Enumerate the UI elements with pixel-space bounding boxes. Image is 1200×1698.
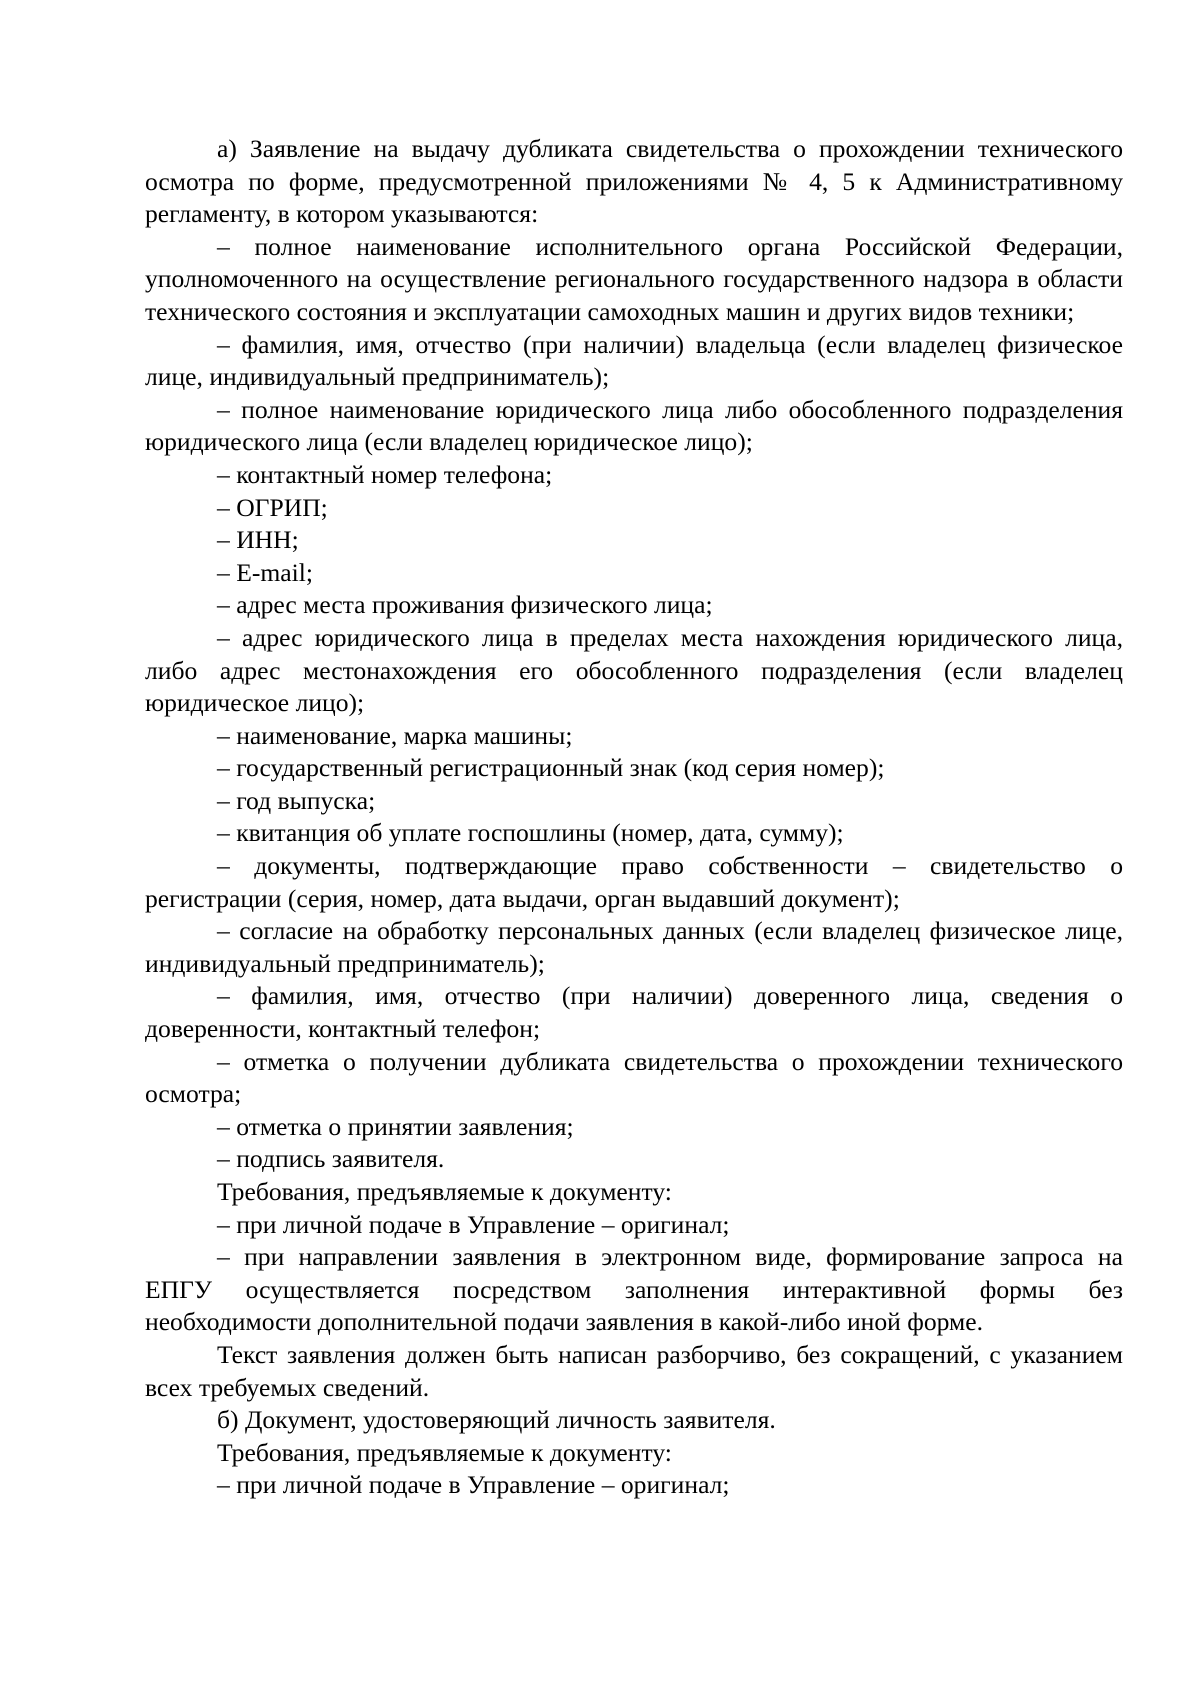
list-item-ogrip: – ОГРИП; (217, 492, 328, 522)
list-item-registration-plate: – государственный регистрационный знак (код серия номер); (217, 753, 885, 783)
list-item-proxy-details: – фамилия, имя, отчество (при наличии) доверенного лица, сведения о доверенности, контактный телефон; (145, 981, 1123, 1044)
list-item-receipt-mark: – отметка о получении дубликата свидетельства о прохождении технического осмотра; (145, 1046, 1123, 1109)
requirements-heading-2: Требования, предъявляемые к документу: (217, 1437, 672, 1467)
list-item-fee-receipt: – квитанция об уплате госпошлины (номер, дата, сумму); (217, 818, 844, 848)
list-item-owner-name: – фамилия, имя, отчество (при наличии) владельца (если владелец физическое лице, индивидуальный предприниматель); (145, 329, 1123, 392)
list-item-email: – E-mail; (217, 557, 313, 587)
list-item-phone: – контактный номер телефона; (217, 459, 553, 489)
list-item-signature: – подпись заявителя. (217, 1144, 445, 1174)
requirement-in-person-2: – при личной подаче в Управление – оригинал; (217, 1470, 730, 1500)
requirement-in-person: – при личной подаче в Управление – оригинал; (217, 1209, 730, 1239)
list-item-personal-data-consent: – согласие на обработку персональных данных (если владелец физическое лице, индивидуальный предприниматель); (145, 916, 1123, 978)
list-item-inn: – ИНН; (217, 525, 299, 555)
paragraph-legibility: Текст заявления должен быть написан разборчиво, без сокращений, с указанием всех требуемых сведений. (145, 1339, 1123, 1402)
list-item-residence-address: – адрес места проживания физического лица; (217, 590, 713, 620)
list-item-legal-address: – адрес юридического лица в пределах места нахождения юридического лица, либо адрес местонахождения его обособленного подразделения (если владелец юридическое лицо); (145, 622, 1123, 718)
list-item-machine-name: – наименование, марка машины; (217, 720, 573, 750)
list-item-year: – год выпуска; (217, 785, 376, 815)
list-item-legal-entity-name: – полное наименование юридического лица либо обособленного подразделения юридического лица (если владелец юридическое лицо); (145, 394, 1123, 457)
requirement-electronic: – при направлении заявления в электронном виде, формирование запроса на ЕПГУ осуществляется посредством заполнения интерактивной формы без необходимости дополнительной подачи заявления в какой-либо иной форме. (145, 1242, 1123, 1337)
requirements-heading: Требования, предъявляемые к документу: (217, 1177, 672, 1206)
document-page (145, 133, 1123, 1502)
paragraph-identity-document: б) Документ, удостоверяющий личность заявителя. (217, 1405, 776, 1435)
list-item-executive-body: – полное наименование исполнительного органа Российской Федерации, уполномоченного на осуществление регионального государственного надзора в области технического состояния и эксплуатации самоходных машин и других видов техники; (145, 231, 1123, 326)
paragraph-application-intro: а) Заявление на выдачу дубликата свидетельства о прохождении технического осмотра по форме, предусмотренной приложениями № 4, 5 к Административному регламенту, в котором указываются: (145, 134, 1123, 229)
list-item-acceptance-mark: – отметка о принятии заявления; (217, 1111, 574, 1141)
list-item-ownership-documents: – документы, подтверждающие право собственности – свидетельство о регистрации (серия, номер, дата выдачи, орган выдавший документ); (145, 851, 1123, 913)
